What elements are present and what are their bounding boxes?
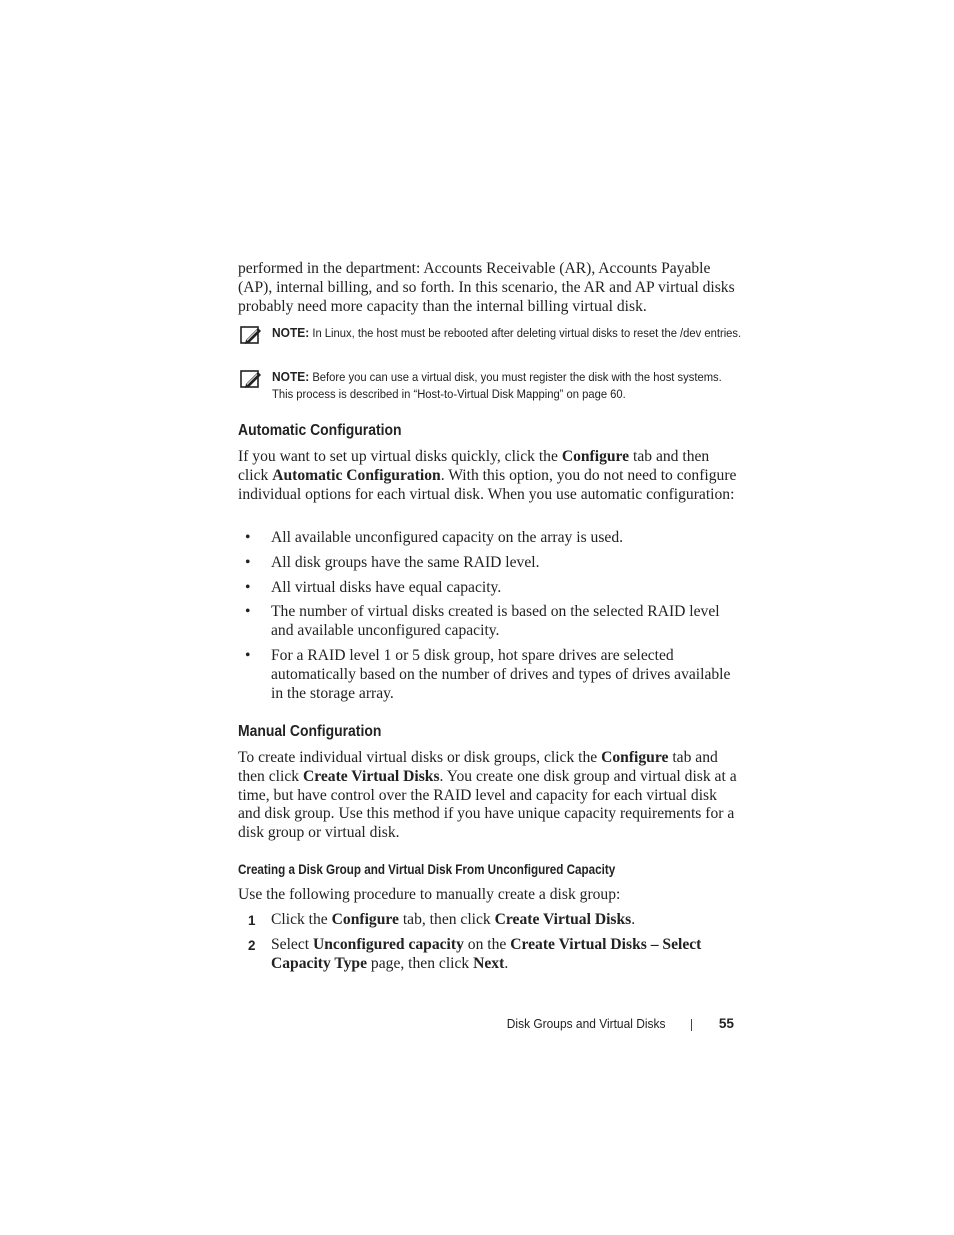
automatic-configuration-bullets <box>238 529 738 709</box>
note-register <box>238 368 738 403</box>
list-item: • All disk groups have the same RAID level. <box>245 553 540 571</box>
manual-configuration-paragraph <box>238 749 738 843</box>
bullet-icon: • <box>245 578 251 596</box>
automatic-configuration-paragraph <box>238 448 738 504</box>
auto-text-2: tab and then click <box>238 448 710 484</box>
heading-automatic-configuration: Automatic Configuration <box>238 422 402 439</box>
list-item: • For a RAID level 1 or 5 disk group, hot spare drives are selected automatically based on the number of drives and types of drives available in the storage array. <box>245 646 731 702</box>
step-number: 2 <box>248 937 256 953</box>
bullet-icon: • <box>245 553 251 571</box>
manual-text-3: . You create one disk group and virtual disk at a time, but have control over the RAID level and capacity for each virtual disk and disk group. Use this method if you have unique capacity requirements for a disk group or virtual disk. <box>238 767 737 842</box>
bullet-icon: • <box>245 646 251 664</box>
note-pencil-icon <box>240 325 262 345</box>
note-label: NOTE: <box>272 369 310 384</box>
heading-manual-configuration: Manual Configuration <box>238 723 382 740</box>
heading-creating-disk-group: Creating a Disk Group and Virtual Disk From Unconfigured Capacity <box>238 862 616 877</box>
bullet-icon: • <box>245 603 251 621</box>
list-item: • The number of virtual disks created is based on the selected RAID level and available unconfigured capacity. <box>245 603 720 640</box>
list-item: • All virtual disks have equal capacity. <box>245 578 502 596</box>
automatic-configuration-ref: Automatic Configuration <box>272 466 441 484</box>
step-number: 1 <box>248 913 256 928</box>
note-label: NOTE: <box>272 325 310 340</box>
configure-tab-ref: Configure <box>601 749 669 766</box>
bullet-icon: • <box>245 529 251 546</box>
note-linux <box>238 324 742 342</box>
note-pencil-icon <box>240 369 262 389</box>
note-text: Before you can use a virtual disk, you must register the disk with the host systems. This process is described in “Host-to-Virtual Disk Mapping” on page 60. <box>272 370 722 401</box>
footer-divider <box>691 1019 692 1031</box>
auto-text-3: . With this option, you do not need to configure individual options for each virtual disk. When you use automatic configuration: <box>238 466 737 503</box>
configure-tab-ref: Configure <box>561 448 630 465</box>
procedure-steps <box>238 911 738 979</box>
creating-intro: Use the following procedure to manually create a disk group: <box>238 886 621 903</box>
auto-text-1: If you want to set up virtual disks quickly, click the <box>238 448 562 465</box>
page-number: 55 <box>718 1016 734 1031</box>
step-2: 2 Select Unconfigured capacity on the Create Virtual Disks – Select Capacity Type page, then click Next. <box>248 935 702 972</box>
footer-section-title: Disk Groups and Virtual Disks <box>506 1016 665 1031</box>
list-item: • All available unconfigured capacity on the array is used. <box>245 529 624 546</box>
intro-paragraph <box>238 260 738 316</box>
manual-text-2: tab and then click <box>238 749 718 785</box>
note-text: In Linux, the host must be rebooted after deleting virtual disks to reset the /dev entries. <box>309 326 742 340</box>
create-virtual-disks-ref: Create Virtual Disks <box>302 767 440 785</box>
page-footer <box>480 1016 736 1036</box>
step-1: 1 Click the Configure tab, then click Create Virtual Disks. <box>238 911 738 930</box>
intro-text: performed in the department: Accounts Receivable (AR), Accounts Payable (AP), internal billing, and so forth. In this scenario, the AR and AP virtual disks probably need more capacity than the internal billing virtual disk. <box>238 260 735 315</box>
manual-text-1: To create individual virtual disks or disk groups, click the <box>238 749 602 766</box>
